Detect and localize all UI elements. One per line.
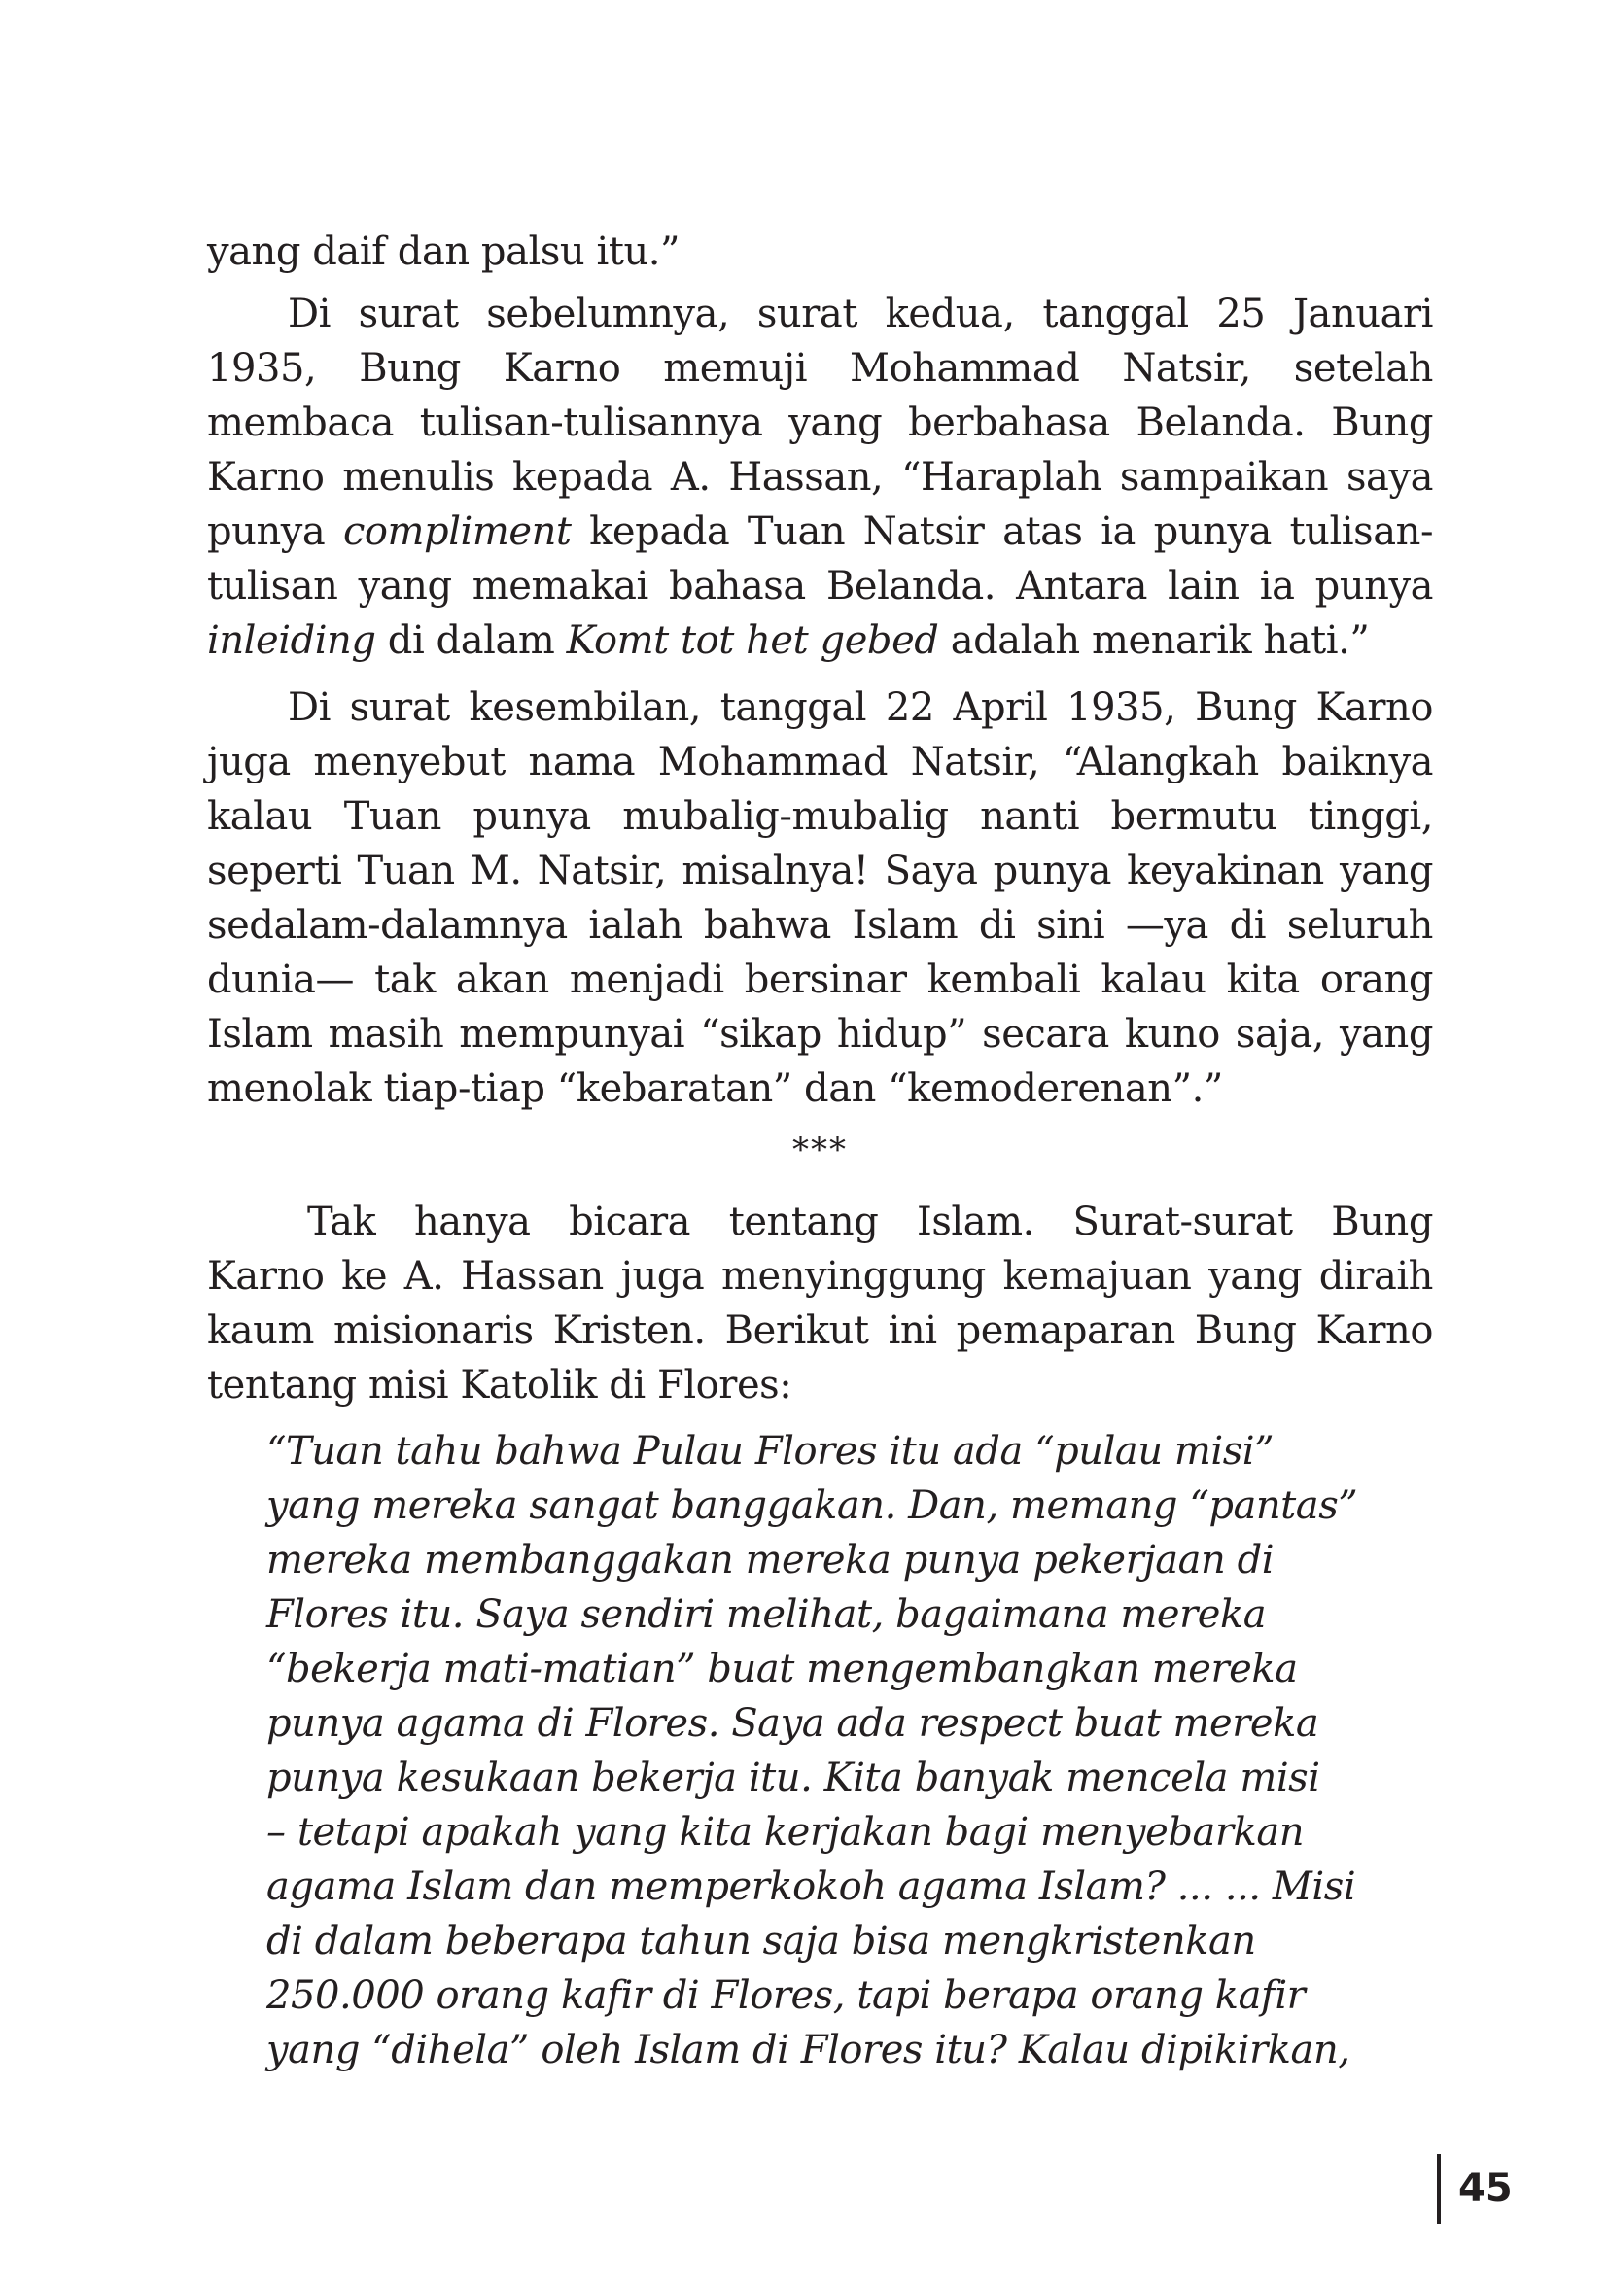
- quote-line: “Tuan tahu bahwa Pulau Flores itu ada “pulau misi”: [266, 1429, 1275, 1474]
- page-number-divider: [1437, 2154, 1441, 2224]
- body-line: Karno ke A. Hassan juga menyinggung kemajuan yang diraih: [207, 1254, 1433, 1299]
- paragraph-second-letter: [207, 287, 1433, 668]
- page-number: 45: [1458, 2166, 1513, 2210]
- quote-line: yang “dihela” oleh Islam di Flores itu? Kalau dipikirkan,: [266, 2028, 1350, 2072]
- quote-line: mereka membanggakan mereka punya pekerjaan di: [266, 1538, 1275, 1583]
- section-separator: ***: [792, 1131, 848, 1169]
- body-line: dunia— tak akan menjadi bersinar kembali kalau kita orang: [207, 957, 1433, 1002]
- paragraph-missionaries: [207, 1195, 1433, 1412]
- text-run: kepada Tuan Natsir atas ia punya tulisan-: [571, 509, 1434, 554]
- body-line: tentang misi Katolik di Flores:: [207, 1363, 792, 1408]
- quote-line: punya kesukaan bekerja itu. Kita banyak mencela misi: [266, 1756, 1320, 1800]
- body-line: Di surat sebelumnya, surat kedua, tanggal 25 Januari: [288, 292, 1433, 336]
- quote-line: “bekerja mati-matian” buat mengembangkan mereka: [266, 1647, 1298, 1691]
- italic-term: compliment: [342, 509, 572, 554]
- body-line: membaca tulisan-tulisannya yang berbahasa Belanda. Bung: [207, 400, 1433, 445]
- body-line: Di surat kesembilan, tanggal 22 April 1935, Bung Karno: [288, 685, 1433, 730]
- body-line: [207, 504, 1433, 559]
- quote-line: punya agama di Flores. Saya ada respect buat mereka: [266, 1701, 1319, 1746]
- text-run: di dalam: [375, 618, 567, 663]
- body-line: tulisan yang memakai bahasa Belanda. Antara lain ia punya: [207, 564, 1433, 609]
- paragraph-ninth-letter: [207, 680, 1433, 1116]
- body-line: Tak hanya bicara tentang Islam. Surat-surat Bung: [307, 1200, 1433, 1244]
- quote-line: 250.000 orang kafir di Flores, tapi berapa orang kafir: [266, 1973, 1306, 2018]
- italic-title: Komt tot het gebed: [566, 618, 939, 663]
- quote-line: di dalam beberapa tahun saja bisa mengkristenkan: [266, 1919, 1256, 1964]
- body-line: Karno menulis kepada A. Hassan, “Haraplah sampaikan saya: [207, 455, 1433, 500]
- body-line: [207, 613, 1433, 668]
- paragraph-continuation: [207, 225, 1433, 279]
- body-line: 1935, Bung Karno memuji Mohammad Natsir, setelah: [207, 346, 1433, 391]
- body-line: kalau Tuan punya mubalig-mubalig nanti bermutu tinggi,: [207, 794, 1433, 839]
- text-run: adalah menarik hati.”: [938, 618, 1370, 663]
- quote-line: Flores itu. Saya sendiri melihat, bagaimana mereka: [266, 1592, 1267, 1637]
- body-line: menolak tiap-tiap “kebaratan” dan “kemoderenan”.”: [207, 1066, 1223, 1111]
- text-run: punya: [207, 509, 343, 554]
- italic-term: inleiding: [207, 618, 376, 663]
- body-line: yang daif dan palsu itu.”: [207, 229, 681, 274]
- quote-line: – tetapi apakah yang kita kerjakan bagi menyebarkan: [266, 1810, 1305, 1855]
- body-line: sedalam-dalamnya ialah bahwa Islam di sini —ya di seluruh: [207, 903, 1433, 948]
- quote-line: agama Islam dan memperkokoh agama Islam? ... ... Misi: [266, 1864, 1356, 1909]
- body-line: kaum misionaris Kristen. Berikut ini pemaparan Bung Karno: [207, 1308, 1433, 1353]
- body-line: Islam masih mempunyai “sikap hidup” secara kuno saja, yang: [207, 1012, 1433, 1057]
- body-line: seperti Tuan M. Natsir, misalnya! Saya punya keyakinan yang: [207, 849, 1433, 893]
- block-quote: [266, 1424, 1433, 2077]
- quote-line: yang mereka sangat banggakan. Dan, memang “pantas”: [266, 1483, 1358, 1528]
- body-line: juga menyebut nama Mohammad Natsir, “Alangkah baiknya: [207, 740, 1433, 784]
